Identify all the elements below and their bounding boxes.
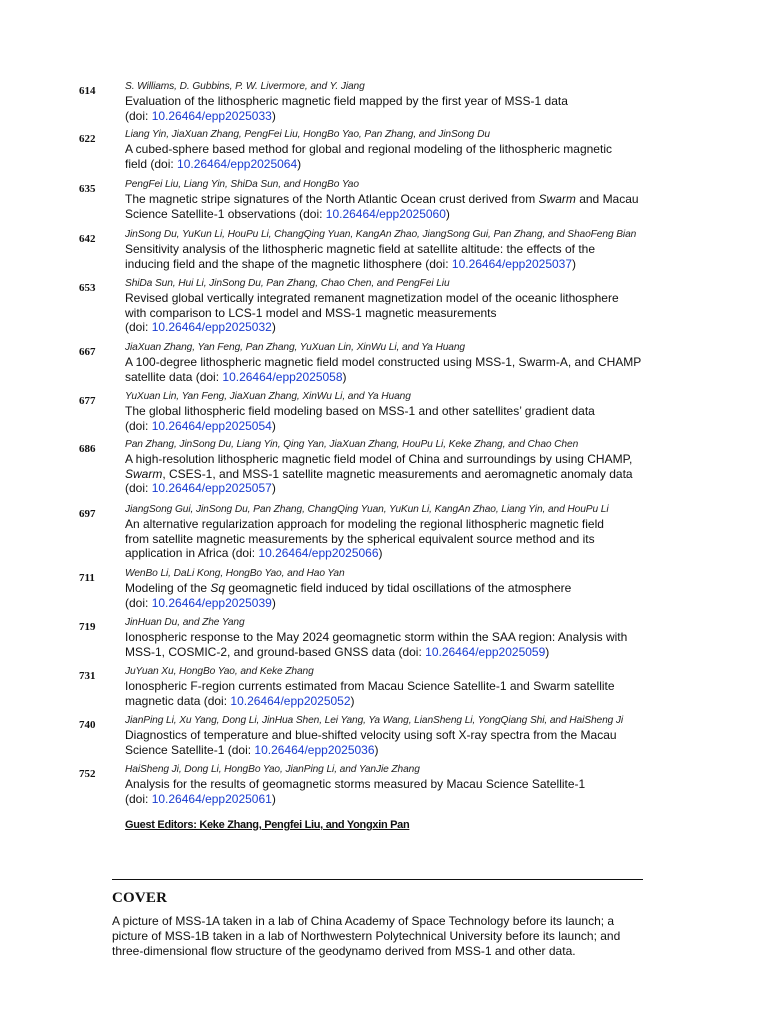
title-text: ) xyxy=(271,791,276,806)
doi-link[interactable]: 10.26464/epp2025066 xyxy=(258,546,379,561)
title-text: Evaluation of the lithospheric magnetic field mapped by the first year of MSS-1 data xyxy=(125,94,568,108)
article-authors: PengFei Liu, Liang Yin, ShiDa Sun, and HongBo Yao xyxy=(125,179,359,190)
doi-link[interactable]: 10.26464/epp2025060 xyxy=(325,206,446,221)
title-text: (doi: xyxy=(125,595,152,610)
doi-link[interactable]: 10.26464/epp2025059 xyxy=(425,644,546,659)
entry-body xyxy=(125,503,645,561)
doi-link[interactable]: 10.26464/epp2025037 xyxy=(451,256,573,271)
article-authors: YuXuan Lin, Yan Feng, JiaXuan Zhang, XinWu Li, and Ya Huang xyxy=(125,391,411,402)
article-authors: JinHuan Du, and Zhe Yang xyxy=(125,617,245,628)
doi-link[interactable]: 10.26464/epp2025032 xyxy=(151,320,272,335)
title-text: (doi: xyxy=(125,481,152,496)
article-authors: Liang Yin, JiaXuan Zhang, PengFei Liu, HongBo Yao, Pan Zhang, and JinSong Du xyxy=(125,129,490,140)
doi-link[interactable]: 10.26464/epp2025039 xyxy=(151,595,272,610)
page-number: 731 xyxy=(79,670,96,682)
title-italic-text: Swarm xyxy=(125,466,163,481)
page-number: 719 xyxy=(79,621,96,633)
title-text: ) xyxy=(271,595,276,610)
article-title xyxy=(125,142,645,171)
article-authors: JianPing Li, Xu Yang, Dong Li, JinHua Shen, Lei Yang, Ya Wang, LianSheng Li, YongQiang Shi, and HaiSheng Ji xyxy=(125,715,624,726)
article-title xyxy=(125,517,645,561)
title-text: geomagnetic field induced by tidal oscillations of the atmosphere xyxy=(225,581,572,595)
title-text: Modeling of the xyxy=(125,581,211,595)
entry-body xyxy=(125,390,645,433)
entry-body xyxy=(125,438,645,496)
page-number: 642 xyxy=(79,233,96,245)
article-authors: JiangSong Gui, JinSong Du, Pan Zhang, ChangQing Yuan, YuKun Li, KangAn Zhao, Liang Yin, and HouPu Li xyxy=(125,504,609,515)
article-authors: S. Williams, D. Gubbins, P. W. Livermore, and Y. Jiang xyxy=(125,81,365,92)
article-title xyxy=(125,777,645,806)
title-text: Science Satellite-1 (doi: xyxy=(125,742,255,757)
title-italic-text: Sq xyxy=(210,581,226,595)
article-title xyxy=(125,291,645,335)
title-italic-text: Swarm xyxy=(538,192,576,206)
doi-link[interactable]: 10.26464/epp2025061 xyxy=(151,791,272,806)
title-text: inducing field and the shape of the magnetic lithosphere (doi: xyxy=(125,256,452,271)
entry-body xyxy=(125,567,645,610)
entry-body xyxy=(125,665,645,708)
article-authors: ShiDa Sun, Hui Li, JinSong Du, Pan Zhang, Chao Chen, and PengFei Liu xyxy=(125,278,450,289)
guest-editors: Guest Editors: Keke Zhang, Pengfei Liu, and Yongxin Pan xyxy=(125,819,410,831)
title-text: ) xyxy=(271,481,276,496)
doi-link[interactable]: 10.26464/epp2025033 xyxy=(151,108,272,123)
title-text: ) xyxy=(378,546,383,561)
title-text: ) xyxy=(545,644,550,659)
title-text: (doi: xyxy=(125,791,152,806)
title-text: ) xyxy=(572,256,577,271)
entry-body xyxy=(125,80,645,123)
entry-body xyxy=(125,128,645,171)
doi-link[interactable]: 10.26464/epp2025036 xyxy=(254,742,375,757)
title-text: (doi: xyxy=(125,320,152,335)
section-divider xyxy=(112,879,643,880)
entry-body xyxy=(125,277,645,335)
title-text: (doi: xyxy=(125,108,152,123)
article-title xyxy=(125,728,645,757)
title-text: Sensitivity analysis of the lithospheric magnetic field at satellite altitude: the effects of the xyxy=(125,242,596,256)
entry-body xyxy=(125,714,645,757)
title-text: ) xyxy=(445,206,450,221)
title-text: application in Africa (doi: xyxy=(125,546,259,561)
page-number: 740 xyxy=(79,719,96,731)
title-text: ) xyxy=(271,418,276,433)
title-text: magnetic data (doi: xyxy=(125,693,231,708)
page-number: 686 xyxy=(79,443,96,455)
page-number: 614 xyxy=(79,85,96,97)
doi-link[interactable]: 10.26464/epp2025058 xyxy=(222,369,343,384)
title-text: field (doi: xyxy=(125,156,178,171)
page-number: 653 xyxy=(79,282,96,294)
title-text: (doi: xyxy=(125,418,152,433)
title-text: ) xyxy=(374,742,379,757)
doi-link[interactable]: 10.26464/epp2025057 xyxy=(151,481,272,496)
article-authors: Pan Zhang, JinSong Du, Liang Yin, Qing Yan, JiaXuan Zhang, HouPu Li, Keke Zhang, and Chao Chen xyxy=(125,439,579,450)
page-number: 697 xyxy=(79,508,96,520)
article-title xyxy=(125,355,645,384)
article-title xyxy=(125,630,645,659)
title-text: from satellite magnetic measurements by the spherical equivalent source method and its xyxy=(125,531,595,546)
entry-body xyxy=(125,178,645,221)
page-number: 667 xyxy=(79,346,96,358)
title-text: A 100-degree lithospheric magnetic field model constructed using MSS-1, Swarm-A, and CHAMP xyxy=(125,355,642,369)
cover-description: A picture of MSS-1A taken in a lab of China Academy of Space Technology before its launch; a picture of MSS-1B taken in a lab of Northwestern Polytechnical University before its launch; and three-dimensional flow structure of the geodynamo derived from MSS-1 and other data. xyxy=(112,914,621,958)
article-authors: WenBo Li, DaLi Kong, HongBo Yao, and Hao Yan xyxy=(125,568,345,579)
page-number: 635 xyxy=(79,183,96,195)
cover-heading: COVER xyxy=(112,890,168,906)
page-number: 677 xyxy=(79,395,96,407)
entry-body xyxy=(125,341,645,384)
title-text: ) xyxy=(271,108,276,123)
page-number: 622 xyxy=(79,133,96,145)
article-title xyxy=(125,581,645,610)
doi-link[interactable]: 10.26464/epp2025064 xyxy=(177,156,298,171)
article-title xyxy=(125,242,645,271)
article-title xyxy=(125,452,645,496)
title-text: with comparison to LCS-1 model and MSS-1 magnetic measurements xyxy=(125,305,497,320)
title-text: An alternative regularization approach for modeling the regional lithospheric magnetic field xyxy=(125,517,604,531)
article-title xyxy=(125,192,645,221)
doi-link[interactable]: 10.26464/epp2025054 xyxy=(151,418,272,433)
title-text: ) xyxy=(350,693,355,708)
article-title xyxy=(125,94,645,123)
entry-body xyxy=(125,228,645,271)
title-text: Revised global vertically integrated remanent magnetization model of the oceanic lithosphere xyxy=(125,291,619,305)
title-text: The magnetic stripe signatures of the North Atlantic Ocean crust derived from xyxy=(125,192,539,206)
title-text: ) xyxy=(271,320,276,335)
title-text: The global lithospheric field modeling based on MSS-1 and other satellites’ gradient data xyxy=(125,404,595,418)
page-number: 752 xyxy=(79,768,96,780)
title-text: Science Satellite-1 observations (doi: xyxy=(125,206,326,221)
entry-body xyxy=(125,763,645,806)
doi-link[interactable]: 10.26464/epp2025052 xyxy=(230,693,351,708)
article-authors: JinSong Du, YuKun Li, HouPu Li, ChangQing Yuan, KangAn Zhao, JiangSong Gui, Pan Zhang, and ShaoFeng Bian xyxy=(125,229,637,240)
article-authors: JuYuan Xu, HongBo Yao, and Keke Zhang xyxy=(125,666,314,677)
article-authors: HaiSheng Ji, Dong Li, HongBo Yao, JianPing Li, and YanJie Zhang xyxy=(125,764,420,775)
article-title xyxy=(125,404,645,433)
title-text: A high-resolution lithospheric magnetic field model of China and surroundings by using CHAMP, xyxy=(125,452,633,466)
title-text: Diagnostics of temperature and blue-shifted velocity using soft X-ray spectra from the Macau xyxy=(125,728,617,742)
title-text: and Macau xyxy=(575,192,639,206)
page-number: 711 xyxy=(79,572,95,584)
title-text: ) xyxy=(297,156,302,171)
title-text: MSS-1, COSMIC-2, and ground-based GNSS data (doi: xyxy=(125,644,426,659)
title-text: Ionospheric response to the May 2024 geomagnetic storm within the SAA region: Analysis with xyxy=(125,630,628,644)
title-text: A cubed-sphere based method for global and regional modeling of the lithospheric magnetic xyxy=(125,142,612,156)
title-text: , CSES-1, and MSS-1 satellite magnetic measurements and aeromagnetic anomaly data xyxy=(162,466,633,481)
title-text: Analysis for the results of geomagnetic storms measured by Macau Science Satellite-1 xyxy=(125,777,586,791)
title-text: Ionospheric F-region currents estimated from Macau Science Satellite-1 and Swarm satellite xyxy=(125,679,615,693)
article-authors: JiaXuan Zhang, Yan Feng, Pan Zhang, YuXuan Lin, XinWu Li, and Ya Huang xyxy=(125,342,465,353)
entry-body xyxy=(125,616,645,659)
title-text: satellite data (doi: xyxy=(125,369,223,384)
title-text: ) xyxy=(342,369,347,384)
article-title xyxy=(125,679,645,708)
